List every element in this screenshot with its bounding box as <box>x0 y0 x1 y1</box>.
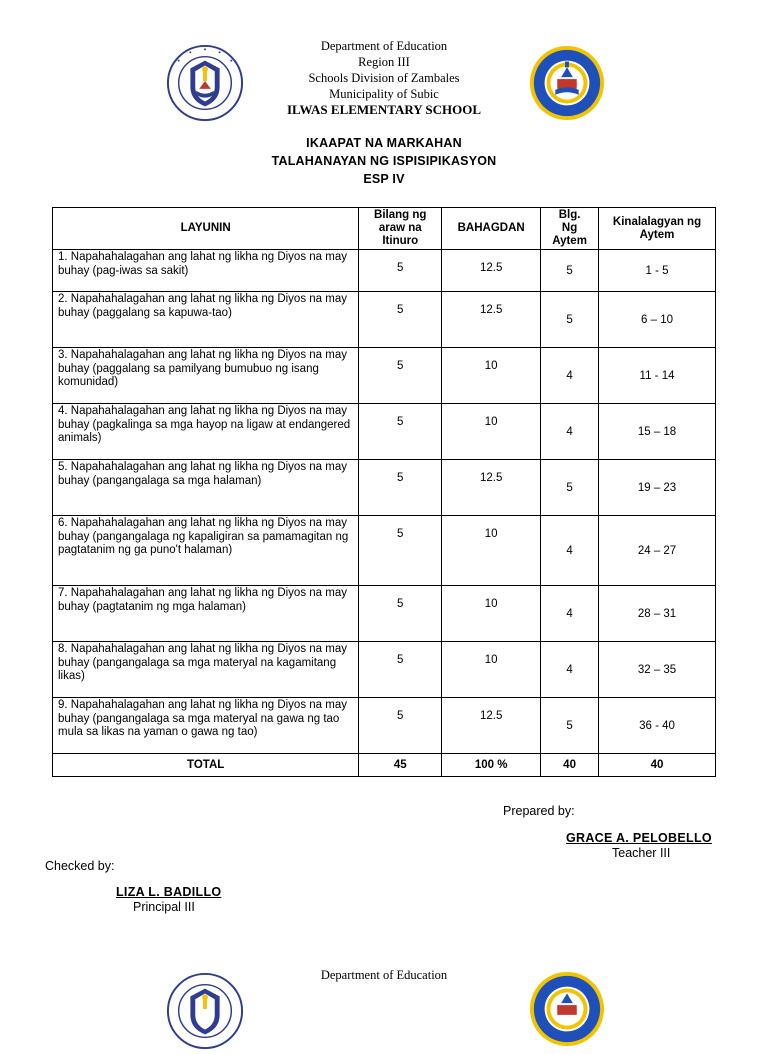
row-bahagdan: 10 <box>442 516 541 586</box>
row-araw: 5 <box>359 460 442 516</box>
row-aytem: 5 <box>541 250 599 292</box>
row-kinalalagyan: 36 - 40 <box>599 698 716 754</box>
row-layunin: 8. Napahahalagahan ang lahat ng likha ng Diyos na may buhay (pangangalaga sa mga materyal na kagamitang likas) <box>53 642 359 698</box>
total-aytem: 40 <box>541 754 599 777</box>
next-page-letterhead <box>0 967 768 983</box>
row-araw: 5 <box>359 292 442 348</box>
row-bahagdan: 12.5 <box>442 698 541 754</box>
letterhead <box>0 38 768 118</box>
table-row <box>53 250 716 292</box>
checked-by-name: LIZA L. BADILLO <box>116 885 222 899</box>
row-araw: 5 <box>359 348 442 404</box>
row-kinalalagyan: 32 – 35 <box>599 642 716 698</box>
table-row <box>53 292 716 348</box>
row-aytem: 5 <box>541 460 599 516</box>
row-bahagdan: 10 <box>442 404 541 460</box>
header-bilang-ng-araw: Bilang ng araw na Itinuro <box>359 208 442 250</box>
table-row <box>53 698 716 754</box>
row-layunin: 4. Napahahalagahan ang lahat ng likha ng Diyos na may buhay (pagkalinga sa mga hayop na ligaw at endangered animals) <box>53 404 359 460</box>
total-label: TOTAL <box>53 754 359 777</box>
row-bahagdan: 10 <box>442 642 541 698</box>
school-name: ILWAS ELEMENTARY SCHOOL <box>286 102 482 117</box>
row-kinalalagyan: 28 – 31 <box>599 586 716 642</box>
row-bahagdan: 12.5 <box>442 460 541 516</box>
row-bahagdan: 12.5 <box>442 250 541 292</box>
row-layunin: 5. Napahahalagahan ang lahat ng likha ng Diyos na may buhay (pangangalaga sa mga halaman) <box>53 460 359 516</box>
row-bahagdan: 10 <box>442 586 541 642</box>
header-bahagdan: BAHAGDAN <box>442 208 541 250</box>
row-kinalalagyan: 1 - 5 <box>599 250 716 292</box>
row-layunin: 1. Napahahalagahan ang lahat ng likha ng Diyos na may buhay (pag-iwas sa sakit) <box>53 250 359 292</box>
deped-seal-icon <box>166 44 244 122</box>
title-table-of-specifications: TALAHANAYAN NG ISPISIPIKASYON <box>271 154 497 168</box>
total-bahagdan: 100 % <box>442 754 541 777</box>
table-total-row <box>53 754 716 777</box>
row-layunin: 9. Napahahalagahan ang lahat ng likha ng Diyos na may buhay (pangangalaga sa mga materyal na gawa ng tao mula sa likas na yaman o gawa ng tao) <box>53 698 359 754</box>
row-araw: 5 <box>359 250 442 292</box>
table-row <box>53 460 716 516</box>
row-aytem: 4 <box>541 586 599 642</box>
header-blg-ng-aytem: Blg. Ng Aytem <box>541 208 599 250</box>
header-line-municipality: Municipality of Subic <box>329 87 439 101</box>
prepared-by-label: Prepared by: <box>503 804 575 818</box>
row-kinalalagyan: 11 - 14 <box>599 348 716 404</box>
row-araw: 5 <box>359 698 442 754</box>
table-row <box>53 516 716 586</box>
row-bahagdan: 12.5 <box>442 292 541 348</box>
header-line-division: Schools Division of Zambales <box>308 71 460 85</box>
total-araw: 45 <box>359 754 442 777</box>
total-kinalalagyan: 40 <box>599 754 716 777</box>
header-line-region: Region III <box>358 55 410 69</box>
checked-by-label: Checked by: <box>45 859 115 873</box>
row-araw: 5 <box>359 404 442 460</box>
row-layunin: 2. Napahahalagahan ang lahat ng likha ng Diyos na may buhay (paggalang sa kapuwa-tao) <box>53 292 359 348</box>
row-aytem: 4 <box>541 516 599 586</box>
table-row <box>53 348 716 404</box>
row-aytem: 4 <box>541 642 599 698</box>
row-kinalalagyan: 19 – 23 <box>599 460 716 516</box>
specification-table <box>52 207 716 777</box>
row-aytem: 5 <box>541 292 599 348</box>
row-kinalalagyan: 24 – 27 <box>599 516 716 586</box>
checked-by-position: Principal III <box>133 900 195 914</box>
header-layunin: LAYUNIN <box>53 208 359 250</box>
ilwas-school-seal-icon <box>528 970 606 1048</box>
table-row <box>53 404 716 460</box>
row-araw: 5 <box>359 642 442 698</box>
row-bahagdan: 10 <box>442 348 541 404</box>
ilwas-school-seal-icon <box>528 44 606 122</box>
row-aytem: 4 <box>541 348 599 404</box>
row-araw: 5 <box>359 586 442 642</box>
row-kinalalagyan: 6 – 10 <box>599 292 716 348</box>
row-layunin: 6. Napahahalagahan ang lahat ng likha ng Diyos na may buhay (pangangalaga ng kapaligiran sa pamamagitan ng pagtatanim ng ga puno't halaman) <box>53 516 359 586</box>
prepared-by-position: Teacher III <box>612 846 671 860</box>
header-kinalalagyan: Kinalalagyan ng Aytem <box>599 208 716 250</box>
prepared-by-name: GRACE A. PELOBELLO <box>566 831 712 845</box>
row-layunin: 7. Napahahalagahan ang lahat ng likha ng Diyos na may buhay (pagtatanim ng mga halaman) <box>53 586 359 642</box>
header-line-department: Department of Education <box>320 39 448 53</box>
deped-seal-icon <box>166 972 244 1050</box>
document-titles <box>0 134 768 188</box>
row-araw: 5 <box>359 516 442 586</box>
table-header-row <box>53 208 716 250</box>
row-kinalalagyan: 15 – 18 <box>599 404 716 460</box>
title-quarter: IKAAPAT NA MARKAHAN <box>306 136 462 150</box>
row-aytem: 4 <box>541 404 599 460</box>
title-subject: ESP IV <box>363 172 405 186</box>
table-row <box>53 642 716 698</box>
table-row <box>53 586 716 642</box>
row-aytem: 5 <box>541 698 599 754</box>
next-page-header-line: Department of Education <box>320 968 448 982</box>
row-layunin: 3. Napahahalagahan ang lahat ng likha ng Diyos na may buhay (paggalang sa pamilyang bumubuo ng isang komunidad) <box>53 348 359 404</box>
